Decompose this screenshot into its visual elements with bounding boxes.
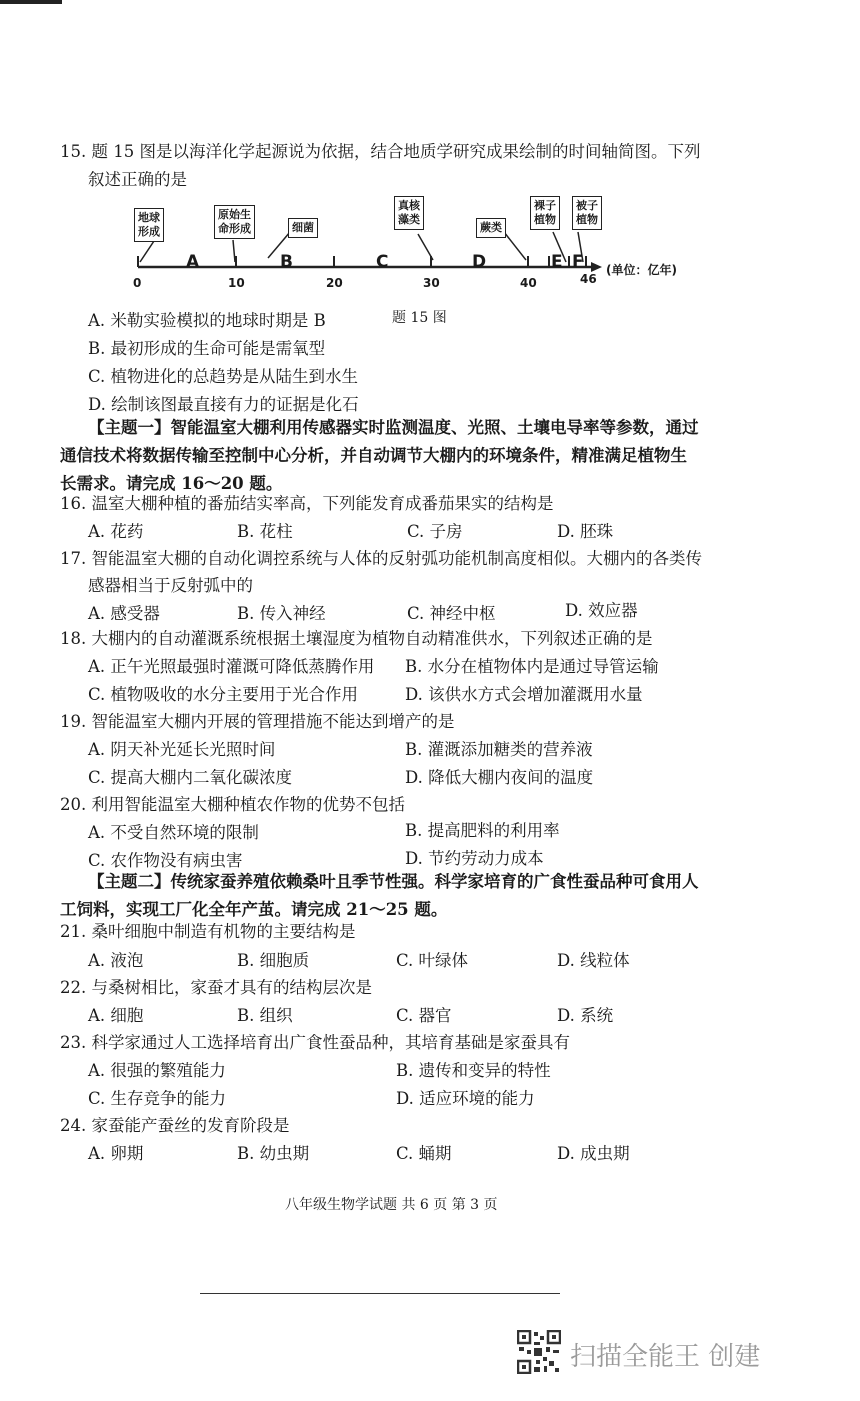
timeline-letter-a: A [186, 252, 200, 272]
timeline-tick-10: 10 [228, 276, 245, 290]
q18-option-d: D. 该供水方式会增加灌溉用水量 [405, 685, 643, 704]
timeline-box-earth-formation: 地球 形成 [134, 208, 164, 242]
q18-option-a: A. 正午光照最强时灌溉可降低蒸腾作用 [88, 657, 375, 676]
q19-option-d: D. 降低大棚内夜间的温度 [405, 768, 594, 787]
q15-option-d: D. 绘制该图最直接有力的证据是化石 [88, 395, 359, 414]
timeline-tick-20: 20 [326, 276, 343, 290]
q20-option-a: A. 不受自然环境的限制 [88, 823, 259, 842]
timeline-box-eukaryotic-algae: 真核 藻类 [394, 196, 424, 230]
q23-stem: 23. 科学家通过人工选择培育出广食性蚕品种，其培育基础是家蚕具有 [60, 1033, 570, 1052]
q21-option-c: C. 叶绿体 [396, 951, 469, 970]
theme1-line3: 长需求。请完成 16～20 题。 [60, 474, 283, 493]
q16-stem: 16. 温室大棚种植的番茄结实率高，下列能发育成番茄果实的结构是 [60, 494, 554, 513]
q20-option-b: B. 提高肥料的利用率 [405, 821, 560, 840]
q21-option-a: A. 液泡 [88, 951, 144, 970]
q23-option-a: A. 很强的繁殖能力 [88, 1061, 226, 1080]
q15-option-b: B. 最初形成的生命可能是需氧型 [88, 339, 326, 358]
q24-option-b: B. 幼虫期 [237, 1144, 310, 1163]
timeline-letter-c: C [376, 252, 389, 272]
top-edge-mark [0, 0, 62, 4]
q22-option-b: B. 组织 [237, 1006, 293, 1025]
q18-stem: 18. 大棚内的自动灌溉系统根据土壤湿度为植物自动精准供水，下列叙述正确的是 [60, 629, 653, 648]
qr-code-icon [517, 1330, 561, 1374]
timeline-box-ferns: 蕨类 [476, 218, 506, 238]
q18-option-c: C. 植物吸收的水分主要用于光合作用 [88, 685, 359, 704]
q17-stem-line1: 17. 智能温室大棚的自动化调控系统与人体的反射弧功能机制高度相似。大棚内的各类传 [60, 549, 702, 568]
timeline-letter-b: B [280, 252, 293, 272]
q21-option-b: B. 细胞质 [237, 951, 310, 970]
timeline-box-gymnosperms: 裸子 植物 [530, 196, 560, 230]
timeline-figure [128, 192, 698, 297]
timeline-letter-e: E [551, 252, 563, 272]
q17-option-a: A. 感受器 [88, 604, 160, 623]
q17-option-c: C. 神经中枢 [407, 604, 496, 623]
q22-option-c: C. 器官 [396, 1006, 452, 1025]
q15-option-c: C. 植物进化的总趋势是从陆生到水生 [88, 367, 359, 386]
page-footer: 八年级生物学试题 共 6 页 第 3 页 [285, 1197, 498, 1213]
q16-option-d: D. 胚珠 [557, 522, 614, 541]
q20-stem: 20. 利用智能温室大棚种植农作物的优势不包括 [60, 795, 405, 814]
q22-option-d: D. 系统 [557, 1006, 614, 1025]
q16-option-a: A. 花药 [88, 522, 144, 541]
timeline-box-origin-of-life: 原始生 命形成 [214, 205, 255, 239]
q23-option-d: D. 适应环境的能力 [396, 1089, 535, 1108]
q22-stem: 22. 与桑树相比，家蚕才具有的结构层次是 [60, 978, 372, 997]
q18-option-b: B. 水分在植物体内是通过导管运输 [405, 657, 659, 676]
timeline-letter-f: F [572, 252, 584, 272]
q23-option-c: C. 生存竞争的能力 [88, 1089, 227, 1108]
q15-option-a: A. 米勒实验模拟的地球时期是 B [88, 311, 326, 330]
q24-option-c: C. 蛹期 [396, 1144, 452, 1163]
theme2-line2: 工饲料，实现工厂化全年产茧。请完成 21～25 题。 [60, 900, 448, 919]
q20-option-d: D. 节约劳动力成本 [405, 849, 544, 868]
footer-divider [200, 1293, 560, 1294]
timeline-letter-d: D [472, 252, 487, 272]
q22-option-a: A. 细胞 [88, 1006, 144, 1025]
q19-option-c: C. 提高大棚内二氧化碳浓度 [88, 768, 293, 787]
q21-stem: 21. 桑叶细胞中制造有机物的主要结构是 [60, 922, 356, 941]
timeline-tick-30: 30 [423, 276, 440, 290]
timeline-unit-label: (单位：亿年) [606, 263, 677, 277]
q24-option-a: A. 卵期 [88, 1144, 144, 1163]
timeline-tick-46: 46 [580, 272, 597, 286]
q15-stem-line2: 叙述正确的是 [88, 170, 187, 189]
q17-option-d: D. 效应器 [565, 601, 638, 620]
timeline-tick-0: 0 [133, 276, 142, 290]
q16-option-b: B. 花柱 [237, 522, 293, 541]
q24-stem: 24. 家蚕能产蚕丝的发育阶段是 [60, 1116, 290, 1135]
q20-option-c: C. 农作物没有病虫害 [88, 851, 243, 870]
q21-option-d: D. 线粒体 [557, 951, 630, 970]
q17-option-b: B. 传入神经 [237, 604, 326, 623]
timeline-box-angiosperms: 被子 植物 [572, 196, 602, 230]
timeline-box-bacteria: 细菌 [288, 218, 318, 238]
theme1-line2: 通信技术将数据传输至控制中心分析，并自动调节大棚内的环境条件，精准满足植物生 [60, 446, 687, 465]
q19-stem: 19. 智能温室大棚内开展的管理措施不能达到增产的是 [60, 712, 455, 731]
q19-option-b: B. 灌溉添加糖类的营养液 [405, 740, 593, 759]
scanner-watermark: 扫描全能王 创建 [570, 1342, 761, 1372]
theme1-line1: 【主题一】智能温室大棚利用传感器实时监测温度、光照、土壤电导率等参数，通过 [88, 418, 699, 437]
theme2-line1: 【主题二】传统家蚕养殖依赖桑叶且季节性强。科学家培育的广食性蚕品种可食用人 [88, 872, 699, 891]
q19-option-a: A. 阴天补光延长光照时间 [88, 740, 276, 759]
q17-stem-line2: 感器相当于反射弧中的 [88, 576, 253, 595]
q23-option-b: B. 遗传和变异的特性 [396, 1061, 551, 1080]
timeline-tick-40: 40 [520, 276, 537, 290]
q15-figure-caption: 题 15 图 [392, 310, 447, 326]
q16-option-c: C. 子房 [407, 522, 463, 541]
q15-stem-line1: 15. 题 15 图是以海洋化学起源说为依据，结合地质学研究成果绘制的时间轴简图。下列 [60, 142, 701, 161]
q24-option-d: D. 成虫期 [557, 1144, 630, 1163]
